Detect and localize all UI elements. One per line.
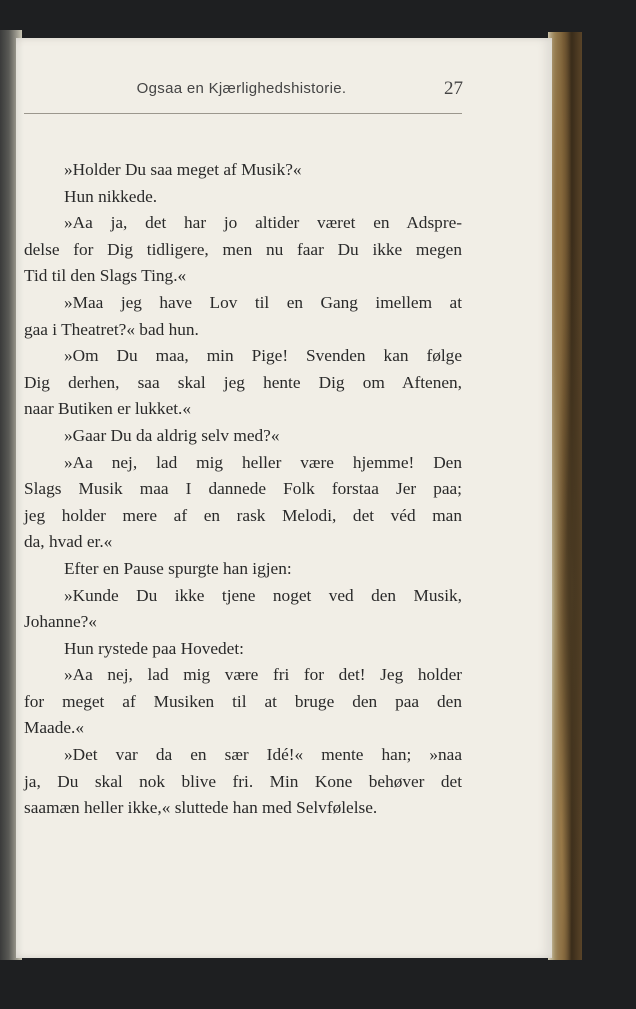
text-line: »Aa nej, lad mig heller være hjemme! Den — [64, 452, 462, 472]
text-line: Dig derhen, saa skal jeg hente Dig om Aftenen, — [24, 372, 462, 392]
text-line: »Om Du maa, min Pige! Svenden kan følge — [64, 346, 462, 366]
text-line: Efter en Pause spurgte han igjen: — [64, 558, 292, 578]
text-line: »Aa nej, lad mig være fri for det! Jeg holder — [64, 665, 462, 685]
book-cover-edge — [548, 32, 582, 960]
text-line: »Holder Du saa meget af Musik?« — [64, 160, 302, 179]
text-line: naar Butiken er lukket.« — [24, 399, 191, 419]
text-line: da, hvad er.« — [24, 532, 113, 552]
text-line: »Aa ja, det har jo altider været en Adspre- — [64, 213, 462, 233]
text-line: jeg holder mere af en rask Melodi, det véd man — [24, 505, 462, 525]
text-line: »Gaar Du da aldrig selv med?« — [64, 425, 280, 445]
page-number: 27 — [444, 78, 463, 99]
text-line: gaa i Theatret?« bad hun. — [24, 319, 199, 339]
text-line: Johanne?« — [24, 612, 97, 632]
body-text — [24, 157, 462, 822]
text-line: for meget af Musiken til at bruge den paa den — [24, 691, 462, 711]
text-line: »Maa jeg have Lov til en Gang imellem at — [64, 292, 462, 312]
header-rule — [24, 113, 462, 114]
text-line: Hun nikkede. — [64, 186, 158, 206]
running-header — [20, 78, 463, 104]
text-line: »Det var da en sær Idé!« mente han; »naa — [64, 745, 462, 765]
text-line: Hun rystede paa Hovedet: — [64, 638, 244, 658]
text-line: Tid til den Slags Ting.« — [24, 266, 187, 286]
text-line: »Kunde Du ikke tjene noget ved den Musik, — [64, 585, 462, 605]
text-line: ja, Du skal nok blive fri. Min Kone behøver det — [24, 771, 462, 791]
text-line: Maade.« — [24, 718, 84, 738]
text-line: saamæn heller ikke,« sluttede han med Selvfølelse. — [24, 798, 378, 818]
text-line: delse for Dig tidligere, men nu faar Du ikke megen — [24, 239, 462, 259]
text-line: Slags Musik maa I dannede Folk forstaa Jer paa; — [24, 479, 462, 499]
running-title: Ogsaa en Kjærlighedshistorie. — [136, 80, 347, 97]
